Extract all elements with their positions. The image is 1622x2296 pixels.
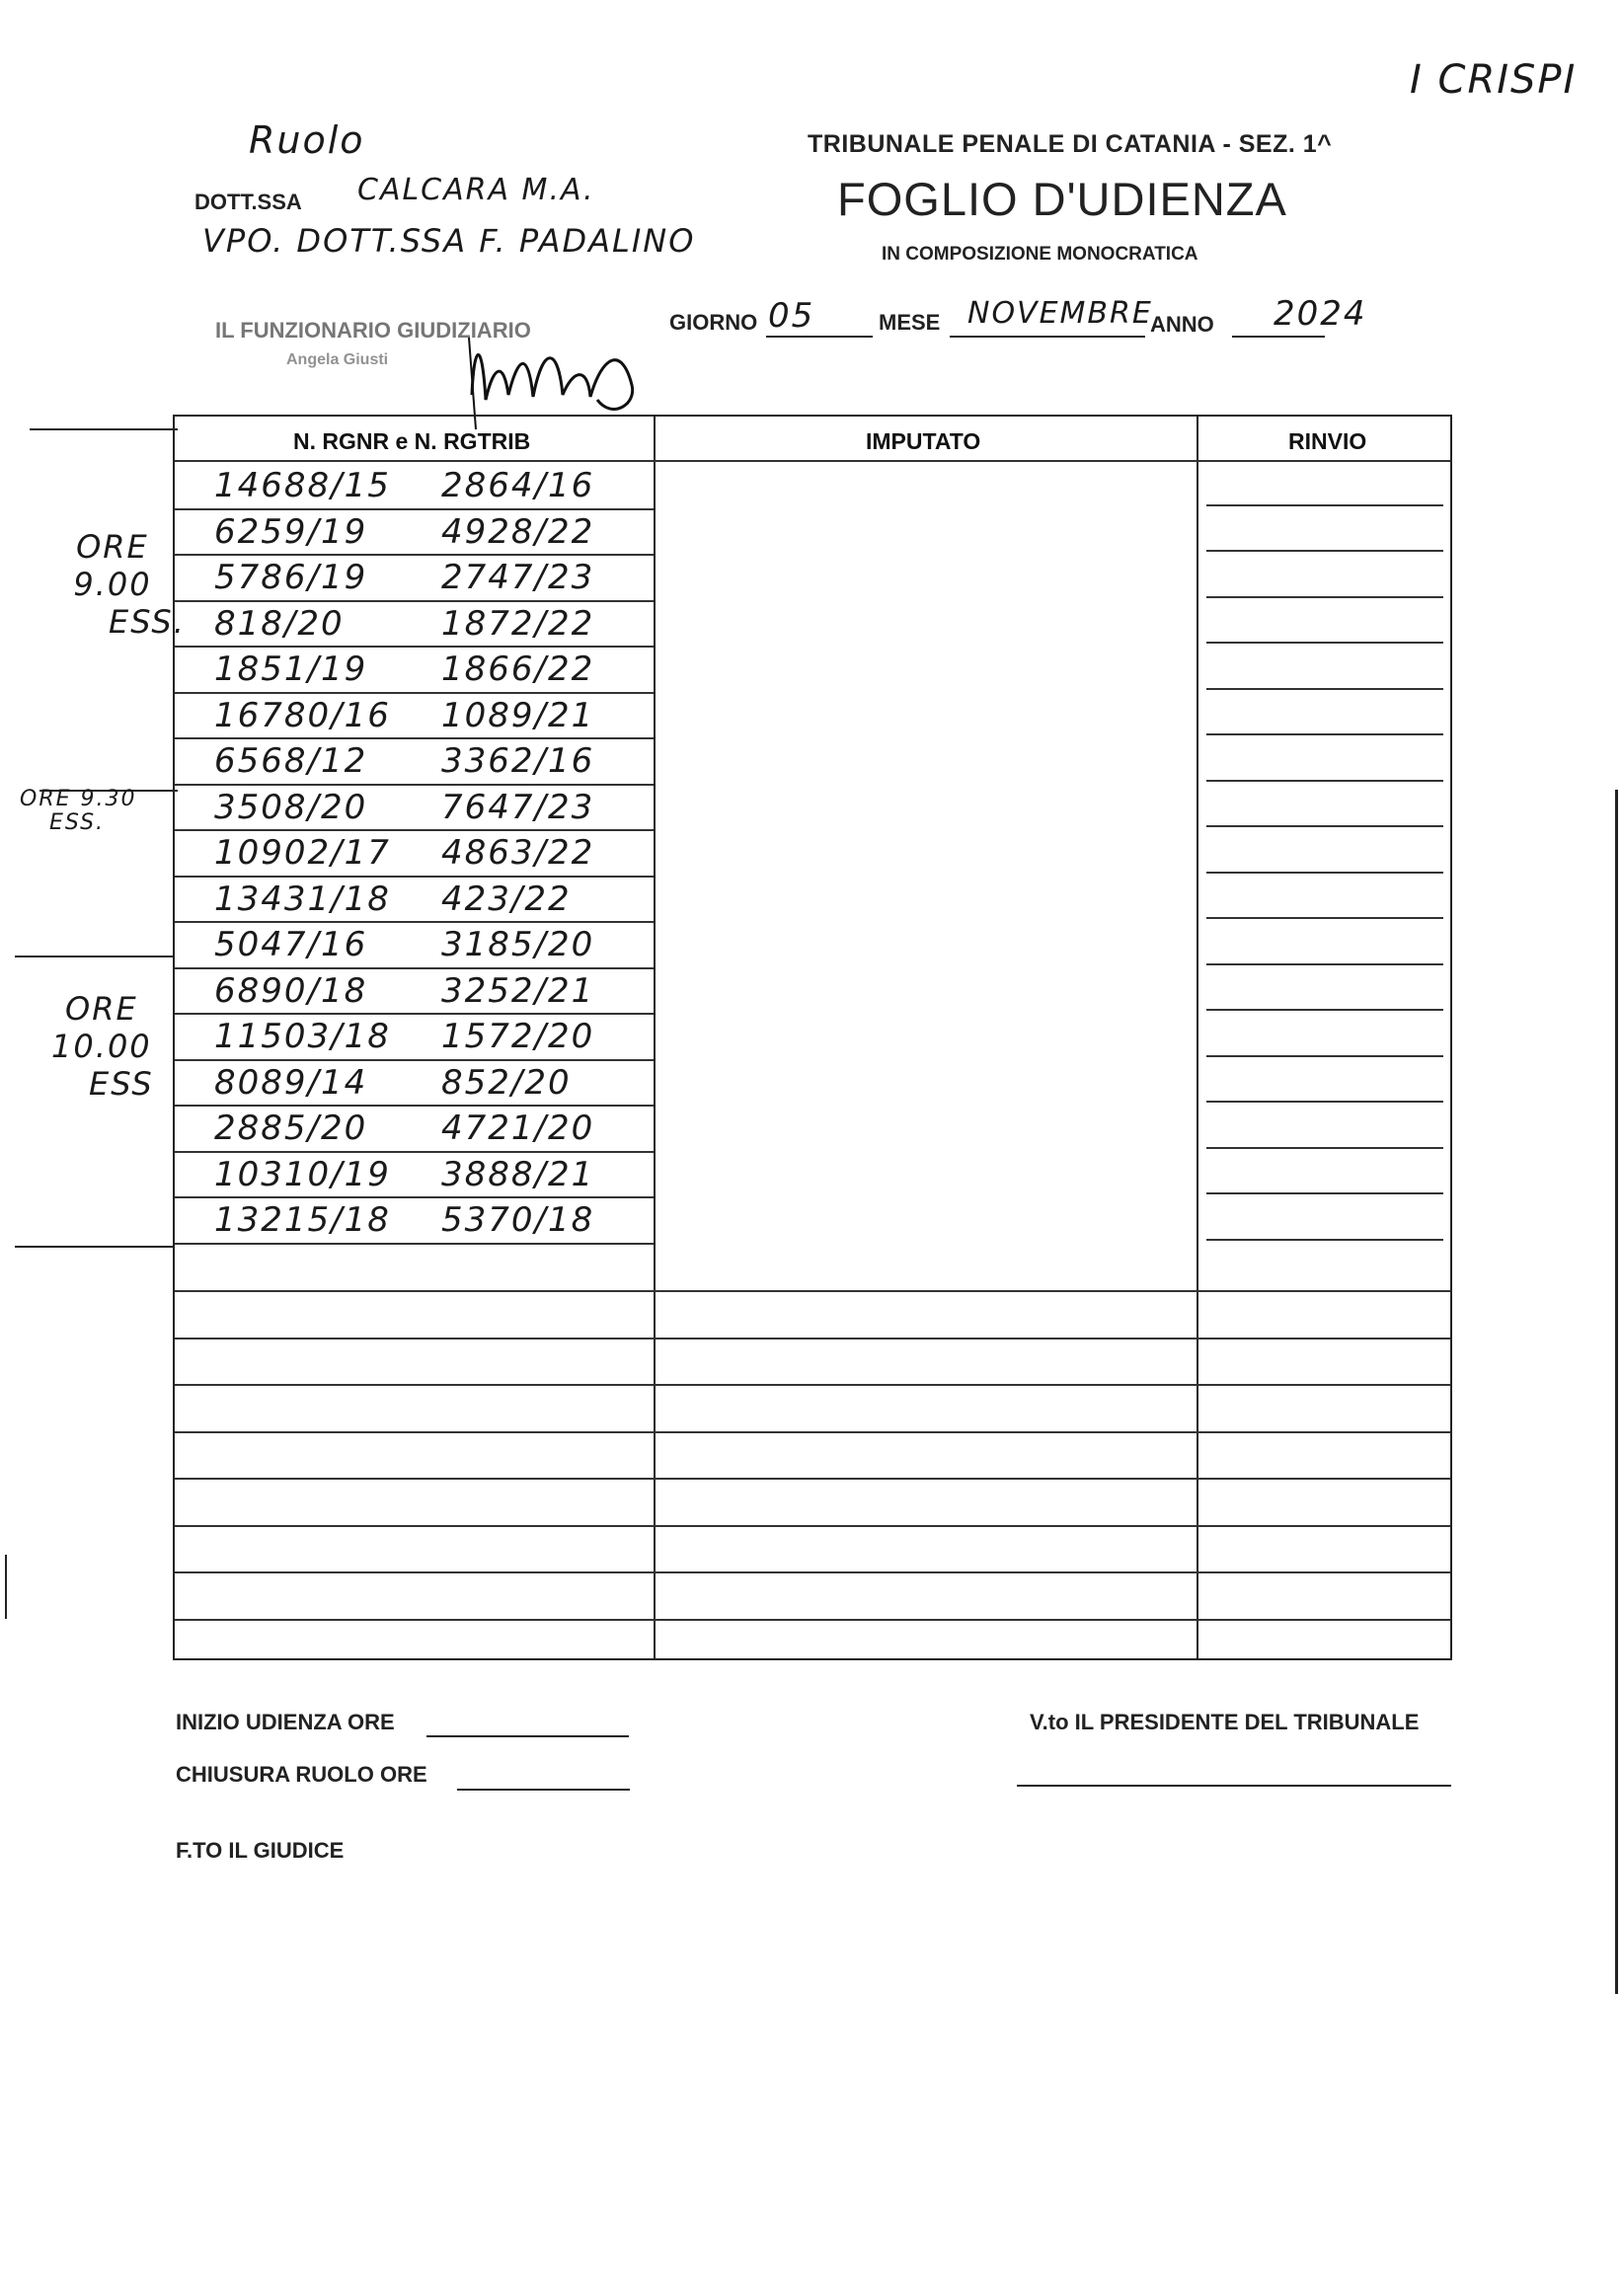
table-row: [175, 1198, 654, 1244]
rgtrib-number: 3252/21: [441, 970, 595, 1011]
clerk-stamp: IL FUNZIONARIO GIUDIZIARIO: [215, 318, 531, 343]
table-row: [175, 556, 654, 601]
blank-row-divider: [175, 1525, 1450, 1527]
margin-mark: [15, 1246, 173, 1248]
table-row: [175, 602, 654, 648]
rgtrib-number: 1866/22: [441, 650, 595, 689]
margin-mark: [15, 956, 173, 957]
judge-name: CALCARA M.A.: [357, 173, 595, 207]
rinvio-line: [1206, 733, 1443, 735]
page-subtitle: IN COMPOSIZIONE MONOCRATICA: [882, 244, 1198, 265]
table-row: [175, 648, 654, 693]
rgtrib-number: 423/22: [441, 879, 572, 919]
rgtrib-number: 2747/23: [441, 558, 595, 597]
blank-row-divider: [175, 1571, 1450, 1573]
rgtrib-number: 2864/16: [441, 466, 595, 505]
rgtrib-number: 4721/20: [441, 1109, 595, 1148]
scan-edge: [5, 1555, 7, 1619]
column-divider: [1197, 417, 1198, 1658]
rinvio-line: [1206, 504, 1443, 506]
rgnr-number: 6890/18: [214, 970, 368, 1011]
giudice-label: F.TO IL GIUDICE: [176, 1838, 345, 1863]
ruolo-note: Ruolo: [249, 118, 365, 162]
side-note-line: ESS.: [109, 603, 186, 641]
blank-row-divider: [175, 1619, 1450, 1621]
anno-value: 2024: [1274, 294, 1367, 334]
rinvio-line: [1206, 1147, 1443, 1149]
side-note-group2: [20, 788, 136, 835]
rinvio-line: [1206, 963, 1443, 965]
rgnr-number: 8089/14: [214, 1062, 368, 1103]
rgnr-number: 11503/18: [214, 1017, 391, 1056]
chiusura-line: [457, 1789, 630, 1791]
rinvio-line: [1206, 1055, 1443, 1057]
dottssa-label: DOTT.SSA: [194, 190, 302, 214]
corner-note: I CRISPI: [1410, 57, 1578, 103]
giorno-label: GIORNO: [669, 310, 758, 335]
table-row: [175, 739, 654, 785]
rgtrib-number: 3185/20: [441, 925, 595, 964]
table-row: [175, 464, 654, 509]
rinvio-line: [1206, 1101, 1443, 1103]
court-name: TRIBUNALE PENALE DI CATANIA - SEZ. 1^: [808, 130, 1333, 158]
blank-row-divider: [175, 1384, 1450, 1386]
rgnr-number: 10310/19: [214, 1154, 391, 1194]
blank-row-divider: [175, 1338, 1450, 1339]
rgnr-number: 2885/20: [214, 1109, 368, 1148]
rgnr-number: 13431/18: [214, 879, 391, 919]
table-row: [175, 1107, 654, 1152]
side-note-line: 9.00: [73, 566, 152, 603]
side-note-line: ORE: [65, 990, 138, 1028]
mese-underline: [950, 336, 1145, 338]
side-note-line: ORE 9.30: [20, 787, 137, 811]
rgnr-number: 818/20: [214, 603, 345, 644]
table-row: [175, 923, 654, 968]
rgtrib-number: 1089/21: [441, 695, 595, 735]
blank-row-divider: [175, 1478, 1450, 1480]
rgnr-number: 16780/16: [214, 695, 391, 735]
presidente-label: V.to IL PRESIDENTE DEL TRIBUNALE: [1030, 1710, 1420, 1734]
side-note-line: ESS.: [49, 810, 106, 835]
blank-row-divider: [175, 1431, 1450, 1433]
blank-row-divider: [175, 1290, 1450, 1292]
rgtrib-number: 4863/22: [441, 833, 595, 873]
rinvio-line: [1206, 780, 1443, 782]
rinvio-line: [1206, 596, 1443, 598]
row-divider: [175, 1243, 654, 1245]
clerk-stamp-name: Angela Giusti: [286, 351, 389, 368]
rinvio-line: [1206, 642, 1443, 644]
header-imputato: IMPUTATO: [866, 428, 981, 454]
side-note-group3: [49, 990, 154, 1103]
table-row: [175, 969, 654, 1015]
vpo-name: VPO. DOTT.SSA F. PADALINO: [202, 222, 696, 260]
side-note-line: ORE: [76, 528, 149, 566]
rgnr-number: 6259/19: [214, 511, 368, 552]
side-note-line: 10.00: [51, 1028, 152, 1065]
rgtrib-number: 7647/23: [441, 787, 595, 827]
side-note-line: ESS: [89, 1065, 154, 1103]
rgtrib-number: 3888/21: [441, 1154, 595, 1194]
table-row: [175, 510, 654, 556]
rinvio-line: [1206, 1192, 1443, 1194]
page-title: FOGLIO D'UDIENZA: [837, 173, 1287, 225]
rinvio-line: [1206, 825, 1443, 827]
header-divider: [175, 460, 1450, 462]
scan-edge: [1615, 790, 1618, 1994]
inizio-line: [426, 1735, 629, 1737]
rgtrib-number: 1572/20: [441, 1017, 595, 1056]
header-rinvio: RINVIO: [1288, 428, 1367, 454]
rinvio-line: [1206, 1009, 1443, 1011]
anno-underline: [1232, 336, 1325, 338]
rinvio-line: [1206, 917, 1443, 919]
rgnr-number: 1851/19: [214, 650, 368, 689]
side-note-group1: [39, 528, 186, 641]
rinvio-line: [1206, 1239, 1443, 1241]
margin-mark: [30, 428, 178, 430]
rgtrib-number: 4928/22: [441, 511, 595, 552]
rgtrib-number: 3362/16: [441, 741, 595, 781]
table-row: [175, 694, 654, 739]
rgnr-number: 6568/12: [214, 741, 368, 781]
header-rgnr: N. RGNR e N. RGTRIB: [293, 428, 531, 454]
chiusura-label: CHIUSURA RUOLO ORE: [176, 1762, 427, 1787]
giorno-underline: [766, 336, 873, 338]
rgnr-number: 10902/17: [214, 833, 391, 873]
table-row: [175, 1153, 654, 1198]
rgtrib-number: 5370/18: [441, 1200, 595, 1240]
table-row: [175, 1061, 654, 1107]
anno-label: ANNO: [1150, 312, 1214, 337]
rinvio-line: [1206, 688, 1443, 690]
rgnr-number: 5786/19: [214, 558, 368, 597]
rgnr-number: 3508/20: [214, 787, 368, 827]
presidente-line: [1017, 1785, 1451, 1787]
rgnr-number: 14688/15: [214, 466, 391, 505]
rgnr-number: 13215/18: [214, 1200, 391, 1240]
rinvio-line: [1206, 550, 1443, 552]
table-row: [175, 831, 654, 877]
rinvio-line: [1206, 872, 1443, 874]
column-divider: [654, 417, 656, 1658]
giorno-value: 05: [768, 296, 815, 336]
mese-value: NOVEMBRE: [967, 296, 1153, 331]
table-row: [175, 1015, 654, 1060]
rgtrib-number: 1872/22: [441, 603, 595, 644]
hearing-table: [173, 415, 1452, 1660]
table-row: [175, 878, 654, 923]
rgtrib-number: 852/20: [441, 1062, 572, 1103]
rgnr-number: 5047/16: [214, 925, 368, 964]
table-row: [175, 786, 654, 831]
mese-label: MESE: [879, 310, 941, 335]
inizio-label: INIZIO UDIENZA ORE: [176, 1710, 395, 1734]
